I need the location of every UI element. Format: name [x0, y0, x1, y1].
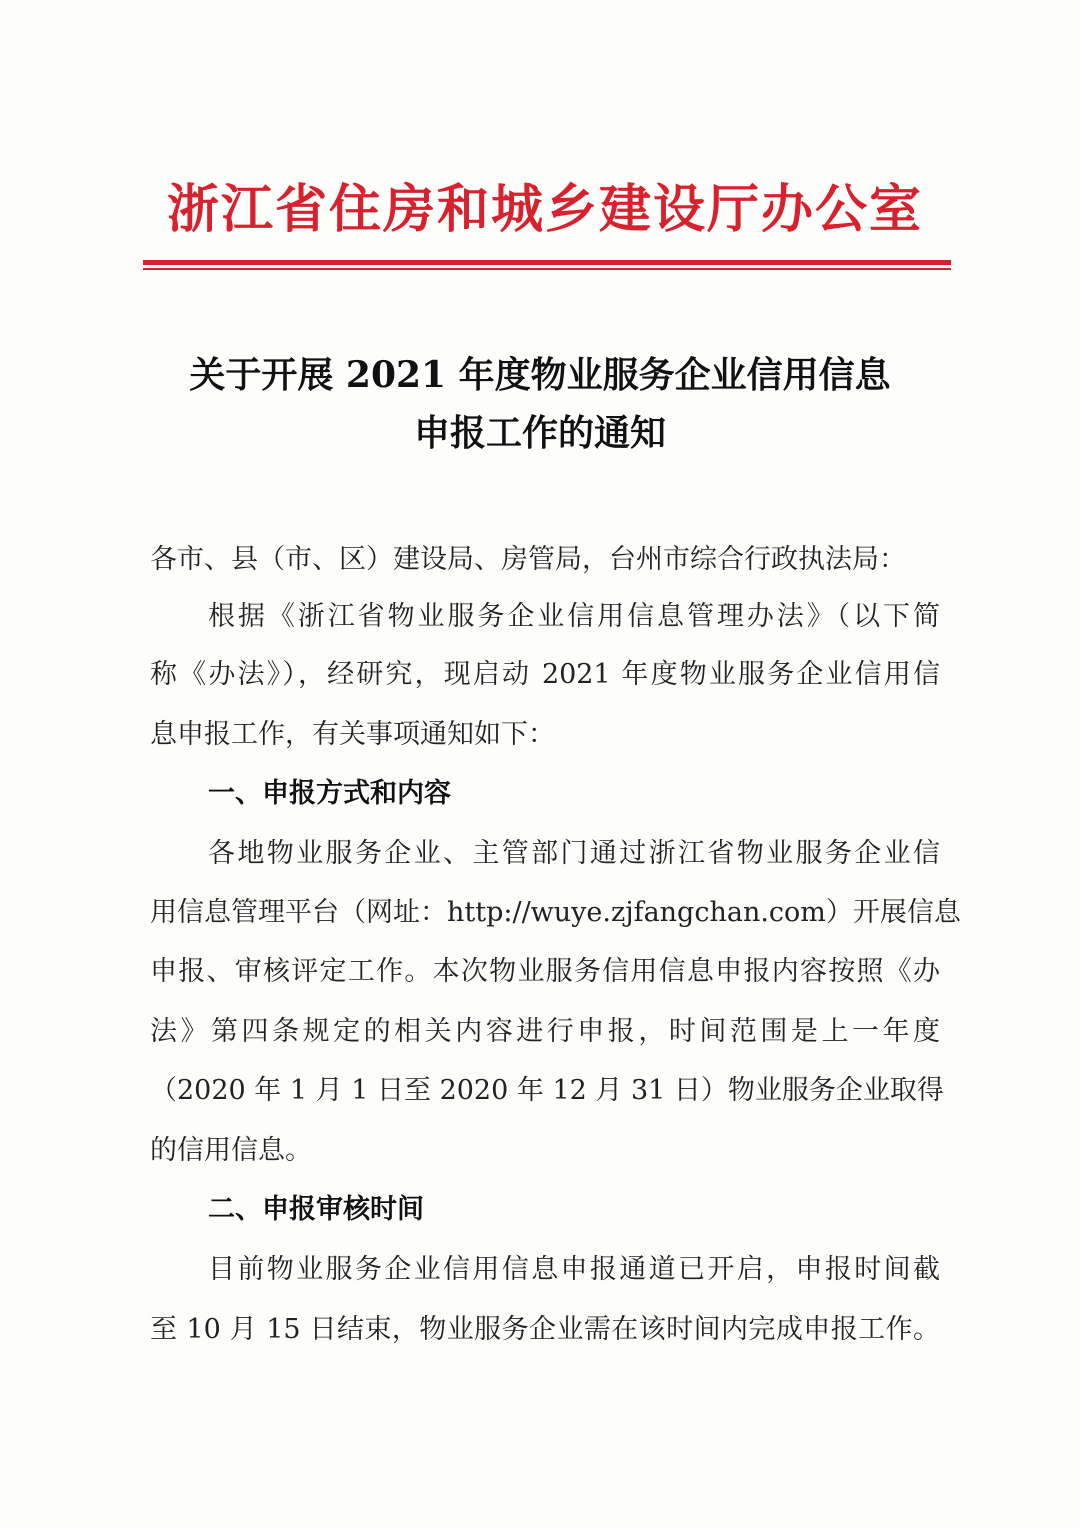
document-title-line-1: 关于开展 2021 年度物业服务企业信用信息 [189, 354, 891, 396]
section-1-line-4: 法》第四条规定的相关内容进行申报，时间范围是上一年度 [150, 1016, 940, 1047]
letterhead-red-rule-thin [143, 268, 951, 270]
section-1-heading: 一、申报方式和内容 [208, 778, 451, 809]
section-1-line-6: 的信用信息。 [150, 1135, 312, 1166]
letterhead-issuer: 浙江省住房和城乡建设厅办公室 [166, 180, 923, 240]
section-2-heading: 二、申报审核时间 [208, 1194, 424, 1225]
document-title-line-2: 申报工作的通知 [413, 412, 666, 454]
addressee: 各市、县（市、区）建设局、房管局，台州市综合行政执法局： [150, 544, 906, 575]
intro-line-2: 称《办法》），经研究，现启动 2021 年度物业服务企业信用信 [150, 659, 940, 690]
section-1-line-5: （2020 年 1 月 1 日至 2020 年 12 月 31 日）物业服务企业取得 [150, 1075, 944, 1106]
section-1-line-3: 申报、审核评定工作。本次物业服务信用信息申报内容按照《办 [150, 956, 940, 987]
section-1-line-1: 各地物业服务企业、主管部门通过浙江省物业服务企业信 [208, 838, 940, 869]
intro-line-1: 根据《浙江省物业服务企业信用信息管理办法》（以下简 [208, 601, 940, 632]
intro-line-3: 息申报工作，有关事项通知如下： [150, 719, 555, 750]
section-1-line-2: 用信息管理平台（网址：http://wuye.zjfangchan.com）开展信息 [150, 897, 961, 928]
section-2-line-1: 目前物业服务企业信用信息申报通道已开启，申报时间截 [208, 1254, 940, 1285]
section-2-line-2: 至 10 月 15 日结束，物业服务企业需在该时间内完成申报工作。 [150, 1314, 940, 1345]
letterhead-red-rule-thick [143, 260, 951, 265]
